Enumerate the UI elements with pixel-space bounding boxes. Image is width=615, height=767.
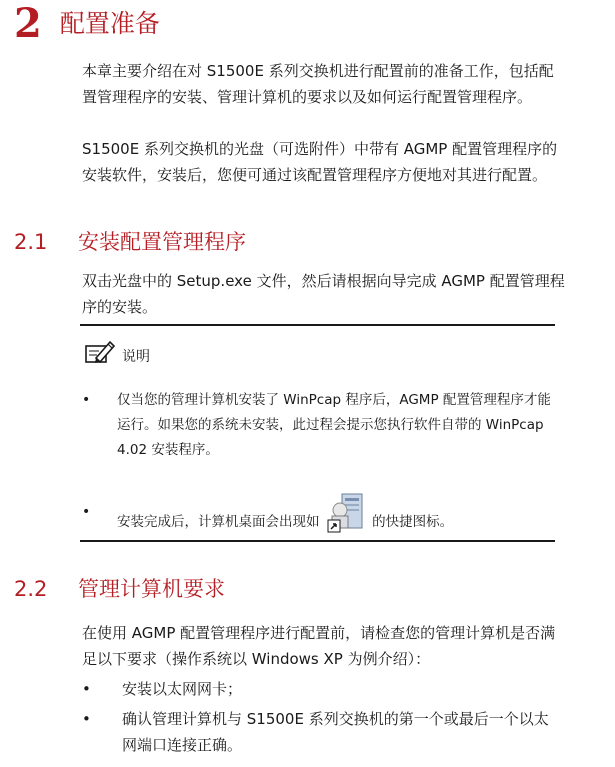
section-install-title: 安装配置管理程序 bbox=[78, 230, 246, 254]
section-req-title: 管理计算机要求 bbox=[78, 577, 225, 601]
note-item-2-before: 安装完成后，计算机桌面会出现如 bbox=[117, 514, 320, 530]
chapter-title: 配置准备 bbox=[59, 9, 160, 38]
note-pencil-icon bbox=[84, 338, 116, 366]
intro-paragraph-1: 本章主要介绍在对 S1500E 系列交换机进行配置前的准备工作，包括配置管理程序的安装、管理计算机的要求以及如何运行配置管理程序。 bbox=[82, 62, 554, 106]
note-label: 说明 bbox=[122, 349, 150, 365]
bullet-dot: • bbox=[82, 680, 91, 698]
note-item-2-text bbox=[117, 500, 557, 544]
req-item-1-text: 安装以太网网卡； bbox=[122, 680, 243, 698]
chapter-heading bbox=[14, 0, 160, 48]
note-top-divider bbox=[80, 324, 555, 326]
section-req-number: 2.2 bbox=[14, 577, 48, 601]
req-item-2-text: 确认管理计算机与 S1500E 系列交换机的第一个或最后一个以太网端口连接正确。 bbox=[122, 710, 549, 754]
install-paragraph: 双击光盘中的 Setup.exe 文件，然后请根据向导完成 AGMP 配置管理程序的安装。 bbox=[82, 272, 565, 316]
bullet-dot: • bbox=[82, 504, 91, 520]
note-header bbox=[84, 338, 150, 366]
section-install-heading bbox=[14, 227, 246, 257]
section-req-heading bbox=[14, 574, 225, 604]
note-item-1-text: 仅当您的管理计算机安装了 WinPcap 程序后，AGMP 配置管理程序才能运行。如果您的系统未安装，此过程会提示您执行软件自带的 WinPcap 4.02 安装程序。 bbox=[117, 392, 551, 458]
section-install-number: 2.1 bbox=[14, 230, 48, 254]
bullet-dot: • bbox=[82, 710, 91, 728]
note-bottom-divider bbox=[80, 540, 555, 542]
chapter-number: 2 bbox=[14, 0, 42, 47]
req-paragraph: 在使用 AGMP 配置管理程序进行配置前，请检查您的管理计算机是否满足以下要求（操作系统以 Windows XP 为例介绍）： bbox=[82, 624, 556, 668]
setup-shortcut-icon bbox=[326, 490, 366, 534]
intro-paragraph-2: S1500E 系列交换机的光盘（可选附件）中带有 AGMP 配置管理程序的安装软件，安装后，您便可通过该配置管理程序方便地对其进行配置。 bbox=[82, 140, 558, 184]
note-item-2-after: 的快捷图标。 bbox=[372, 514, 454, 530]
bullet-dot: • bbox=[82, 392, 91, 408]
